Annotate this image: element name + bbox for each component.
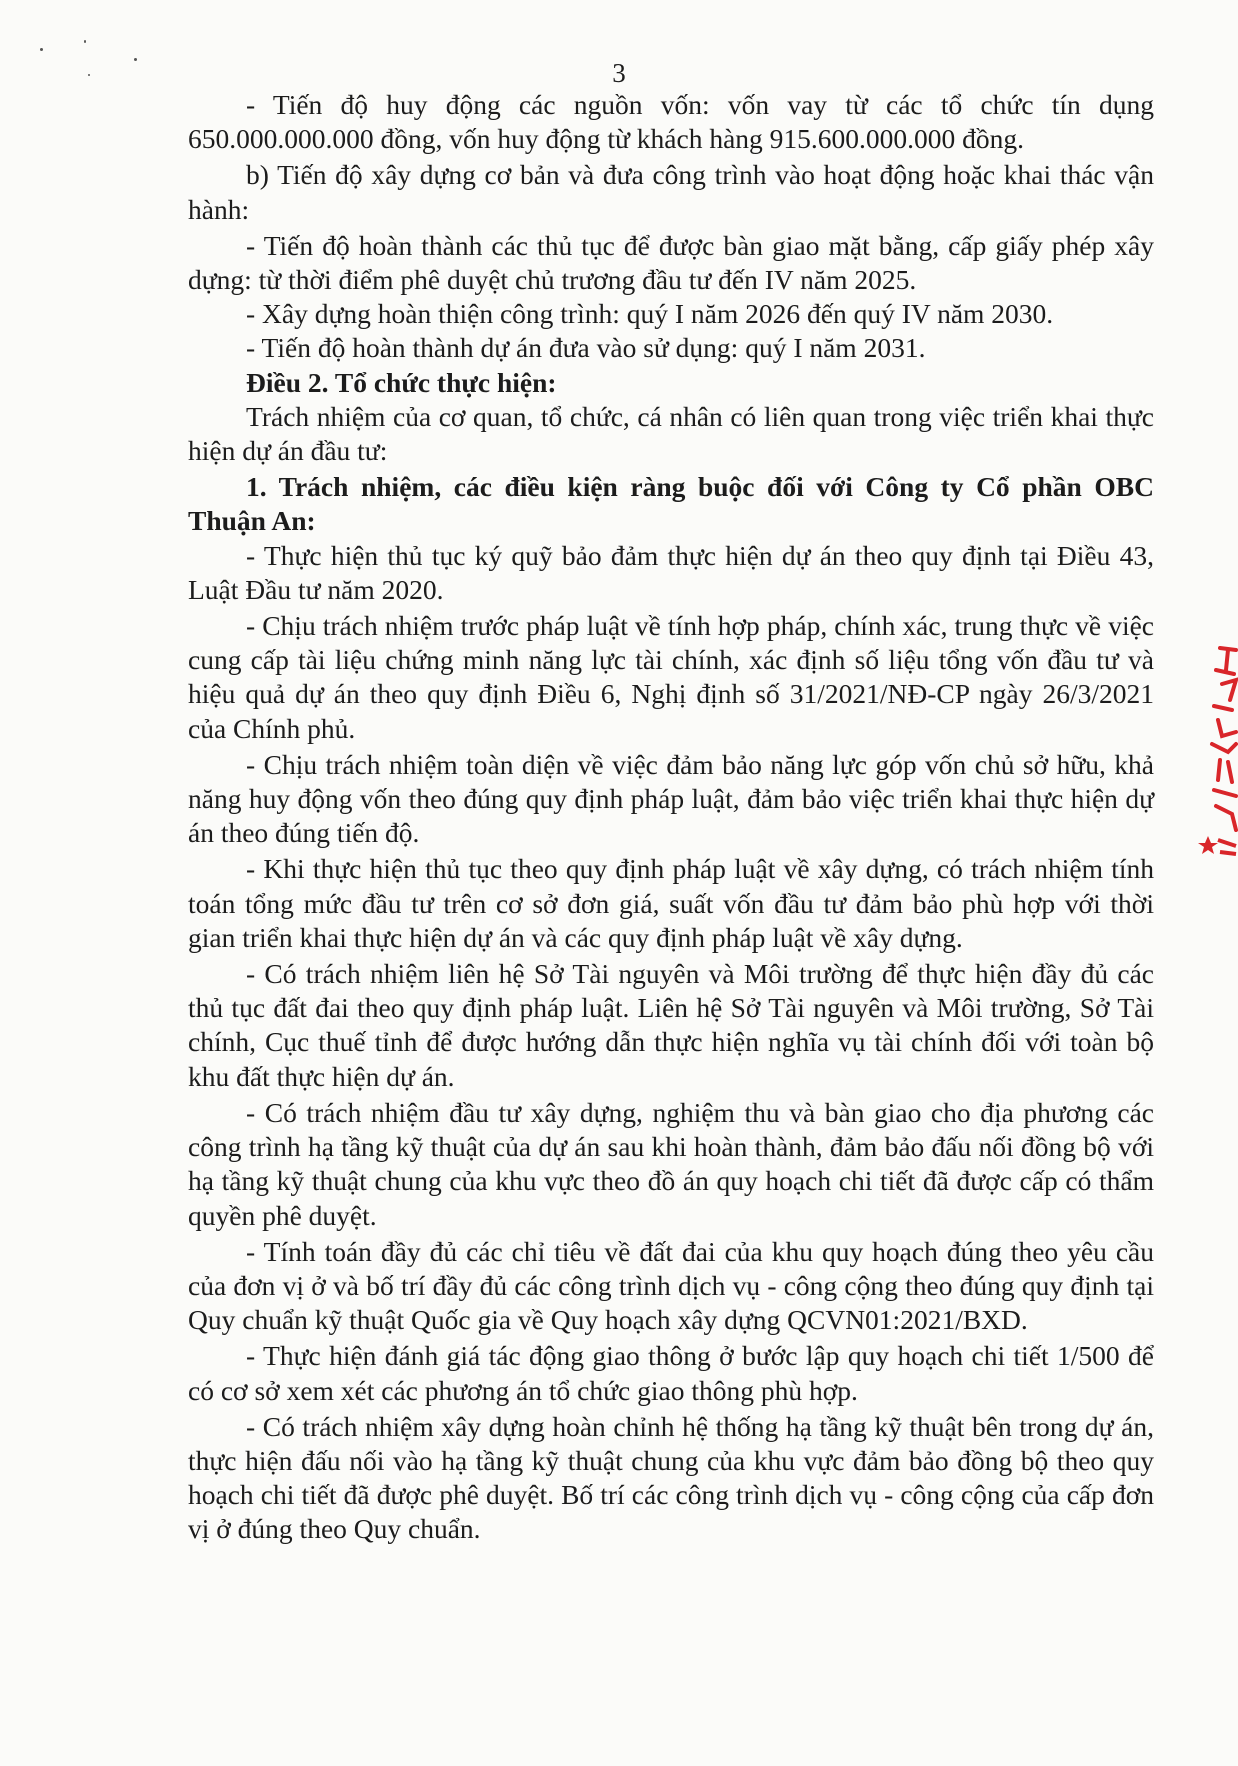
scan-speck — [40, 48, 43, 51]
paragraph-completion-schedule: - Tiến độ hoàn thành dự án đưa vào sử dụng: quý I năm 2031. — [246, 332, 926, 364]
paragraph-capital-responsibility: - Chịu trách nhiệm toàn diện về việc đảm bảo năng lực góp vốn chủ sở hữu, khả năng huy động vốn theo đúng quy định pháp luật, đảm bảo việc triển khai thực hiện dự án theo đúng tiến độ. — [188, 748, 1154, 849]
paragraph-land-procedures: - Có trách nhiệm liên hệ Sở Tài nguyên và Môi trường để thực hiện đầy đủ các thủ tục đất đai theo quy định pháp luật. Liên hệ Sở Tài nguyên và Môi trường, Sở Tài chính, Cục thuế tỉnh để được hướng dẫn thực hiện nghĩa vụ tài chính đối với toàn bộ khu đất thực hiện dự án. — [188, 958, 1154, 1092]
paragraph-responsibilities-intro: Trách nhiệm của cơ quan, tổ chức, cá nhân có liên quan trong việc triển khai thực hiện dự án đầu tư: — [188, 400, 1154, 467]
red-seal-edge-icon — [1192, 640, 1238, 870]
document-body — [188, 88, 1154, 1547]
page-number: 3 — [612, 58, 626, 88]
scan-speck — [84, 40, 86, 43]
paragraph-investment-calculation: - Khi thực hiện thủ tục theo quy định pháp luật về xây dựng, có trách nhiệm tính toán tổng mức đầu tư trên cơ sở đơn giá, suất vốn đầu tư đảm bảo phù hợp với thời gian triển khai thực hiện dự án và các quy định pháp luật về xây dựng. — [188, 853, 1154, 953]
paragraph-construction-heading: b) Tiến độ xây dựng cơ bản và đưa công trình vào hoạt động hoặc khai thác vận hành: — [188, 159, 1154, 225]
paragraph-procedure-schedule: - Tiến độ hoàn thành các thủ tục để được bàn giao mặt bằng, cấp giấy phép xây dựng: từ thời điểm phê duyệt chủ trương đầu tư đến IV năm 2025. — [188, 229, 1154, 296]
paragraph-capital-schedule: - Tiến độ huy động các nguồn vốn: vốn vay từ các tổ chức tín dụng 650.000.000.000 đồng, vốn huy động từ khách hàng 915.600.000.000 đồng. — [188, 89, 1154, 155]
paragraph-land-indicators: - Tính toán đầy đủ các chỉ tiêu về đất đai của khu quy hoạch đúng theo yêu cầu của đơn vị ở và bố trí đầy đủ các công trình dịch vụ - công cộng theo đúng quy định tại Quy chuẩn kỹ thuật Quốc gia về Quy hoạch xây dựng QCVN01:2021/BXD. — [188, 1235, 1154, 1336]
paragraph-construction-schedule: - Xây dựng hoàn thiện công trình: quý I năm 2026 đến quý IV năm 2030. — [246, 298, 1054, 330]
paragraph-legal-responsibility: - Chịu trách nhiệm trước pháp luật về tính hợp pháp, chính xác, trung thực về việc cung cấp tài liệu chứng minh năng lực tài chính, xác định số liệu tổng vốn đầu tư và hiệu quả dự án theo quy định Điều 6, Nghị định số 31/2021/NĐ-CP ngày 26/3/2021 của Chính phủ. — [188, 610, 1154, 744]
paragraph-traffic-assessment: - Thực hiện đánh giá tác động giao thông ở bước lập quy hoạch chi tiết 1/500 để có cơ sở xem xét các phương án tổ chức giao thông phù hợp. — [188, 1340, 1154, 1406]
paragraph-internal-infrastructure: - Có trách nhiệm xây dựng hoàn chỉnh hệ thống hạ tầng kỹ thuật bên trong dự án, thực hiện đấu nối vào hạ tầng kỹ thuật chung của khu vực đảm bảo đồng bộ theo quy hoạch chi tiết đã được phê duyệt. Bố trí các công trình dịch vụ - công cộng của cấp đơn vị ở đúng theo Quy chuẩn. — [188, 1410, 1154, 1545]
article-2-heading: Điều 2. Tổ chức thực hiện: — [246, 366, 557, 398]
paragraph-infrastructure-handover: - Có trách nhiệm đầu tư xây dựng, nghiệm thu và bàn giao cho địa phương các công trình hạ tầng kỹ thuật của dự án sau khi hoàn thành, đảm bảo đấu nối đồng bộ với hạ tầng kỹ thuật chung của khu vực theo đồ án quy hoạch chi tiết đã được cấp có thẩm quyền phê duyệt. — [188, 1096, 1154, 1231]
section-1-heading: 1. Trách nhiệm, các điều kiện ràng buộc đối với Công ty Cổ phần OBC Thuận An: — [188, 471, 1154, 537]
paragraph-deposit: - Thực hiện thủ tục ký quỹ bảo đảm thực hiện dự án theo quy định tại Điều 43, Luật Đầu tư năm 2020. — [188, 539, 1154, 605]
